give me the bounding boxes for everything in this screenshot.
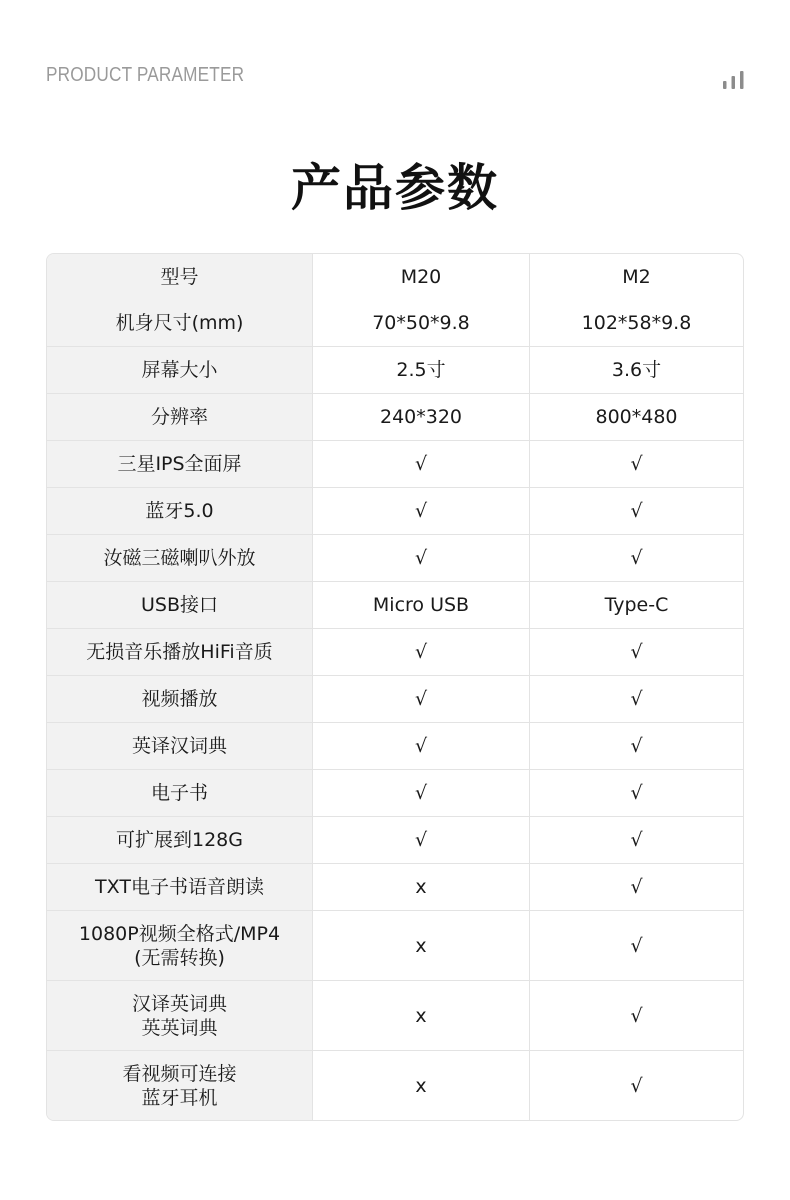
table-row [47,863,743,910]
column-header-model: 型号 [47,254,312,300]
row-label: 机身尺寸(mm) [47,300,312,346]
row-label: 汉译英词典 英英词典 [47,981,312,1050]
row-label: 英译汉词典 [47,723,312,769]
table-row [47,628,743,675]
m2-value: √ [529,864,743,910]
m20-value: √ [312,535,529,581]
m20-value: √ [312,676,529,722]
table-body [47,300,743,1120]
m2-value: √ [529,1051,743,1120]
m2-value: √ [529,981,743,1050]
m2-value: Type-C [529,582,743,628]
table-row [47,300,743,346]
page-title: 产品参数 [291,159,499,217]
m20-value: x [312,1051,529,1120]
m2-value: √ [529,629,743,675]
m20-value: 70*50*9.8 [312,300,529,346]
table-row [47,980,743,1050]
m20-value: √ [312,723,529,769]
row-label: 可扩展到128G [47,817,312,863]
row-label: TXT电子书语音朗读 [47,864,312,910]
table-row [47,534,743,581]
table-row [47,910,743,980]
row-label: 三星IPS全面屏 [47,441,312,487]
row-label: 蓝牙5.0 [47,488,312,534]
table-row [47,1050,743,1120]
m20-value: Micro USB [312,582,529,628]
m2-value: √ [529,676,743,722]
table-row [47,487,743,534]
row-label: 电子书 [47,770,312,816]
signal-bars-icon [722,70,746,90]
m2-value: 3.6寸 [529,347,743,393]
column-header-m2: M2 [529,254,743,300]
row-label: 无损音乐播放HiFi音质 [47,629,312,675]
m20-value: x [312,911,529,980]
m20-value: √ [312,629,529,675]
table-row [47,440,743,487]
row-label: 视频播放 [47,676,312,722]
column-header-m20: M20 [312,254,529,300]
table-header-row [47,254,743,300]
row-label: 看视频可连接 蓝牙耳机 [47,1051,312,1120]
m20-value: x [312,864,529,910]
m2-value: √ [529,441,743,487]
table-row [47,675,743,722]
table-row [47,393,743,440]
m2-value: 102*58*9.8 [529,300,743,346]
row-label: 1080P视频全格式/MP4 (无需转换) [47,911,312,980]
table-row [47,722,743,769]
m20-value: 2.5寸 [312,347,529,393]
m20-value: √ [312,488,529,534]
m20-value: x [312,981,529,1050]
m2-value: 800*480 [529,394,743,440]
m2-value: √ [529,535,743,581]
spec-table [46,253,744,1121]
m20-value: √ [312,441,529,487]
table-row [47,816,743,863]
table-row [47,346,743,393]
row-label: USB接口 [47,582,312,628]
m2-value: √ [529,723,743,769]
m2-value: √ [529,488,743,534]
m2-value: √ [529,911,743,980]
m2-value: √ [529,817,743,863]
table-row [47,769,743,816]
table-row [47,581,743,628]
section-label: PRODUCT PARAMETER [46,64,245,86]
m20-value: √ [312,817,529,863]
row-label: 汝磁三磁喇叭外放 [47,535,312,581]
row-label: 屏幕大小 [47,347,312,393]
m2-value: √ [529,770,743,816]
m20-value: 240*320 [312,394,529,440]
m20-value: √ [312,770,529,816]
row-label: 分辨率 [47,394,312,440]
